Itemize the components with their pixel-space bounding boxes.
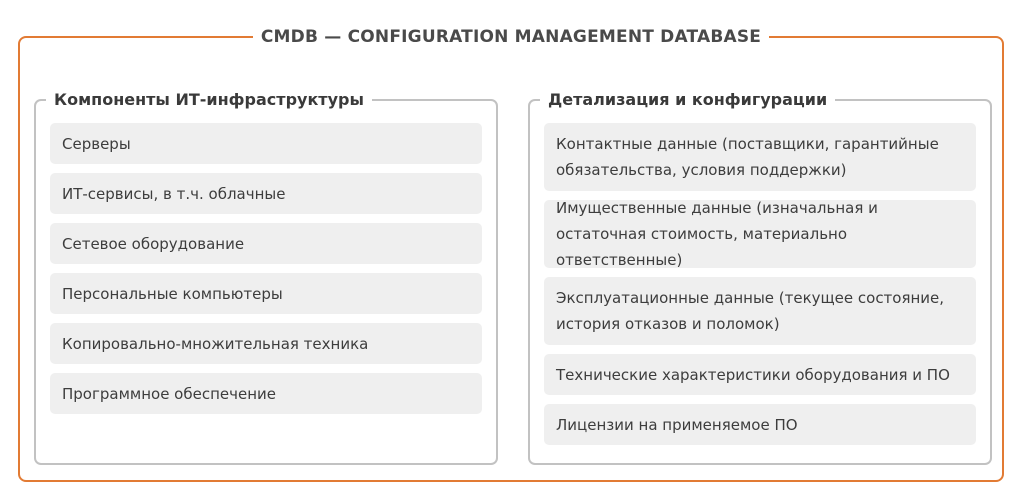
details-list (544, 123, 976, 445)
list-item-personal-computers: Персональные компьютеры (50, 273, 482, 314)
list-item-software: Программное обеспечение (50, 373, 482, 414)
it-components-panel (34, 90, 498, 465)
details-title: Детализация и конфигурации (540, 89, 835, 111)
list-item-operational-data: Эксплуатационные данные (текущее состояние, история отказов и поломок) (544, 277, 976, 345)
list-item-copying-equipment: Копировально-множительная техника (50, 323, 482, 364)
cmdb-title-wrap (20, 26, 1002, 48)
list-item-property-data: Имущественные данные (изначальная и остаточная стоимость, материально ответственные) (544, 200, 976, 268)
list-item-servers: Серверы (50, 123, 482, 164)
cmdb-title: CMDB — CONFIGURATION MANAGEMENT DATABASE (253, 26, 769, 48)
list-item-contact-data: Контактные данные (поставщики, гарантийные обязательства, условия поддержки) (544, 123, 976, 191)
list-item-licenses: Лицензии на применяемое ПО (544, 404, 976, 445)
details-panel (528, 90, 992, 465)
list-item-it-services: ИТ-сервисы, в т.ч. облачные (50, 173, 482, 214)
it-components-title: Компоненты ИТ-инфраструктуры (46, 89, 372, 111)
list-item-network-equipment: Сетевое оборудование (50, 223, 482, 264)
it-components-list (50, 123, 482, 414)
list-item-technical-specs: Технические характеристики оборудования и ПО (544, 354, 976, 395)
